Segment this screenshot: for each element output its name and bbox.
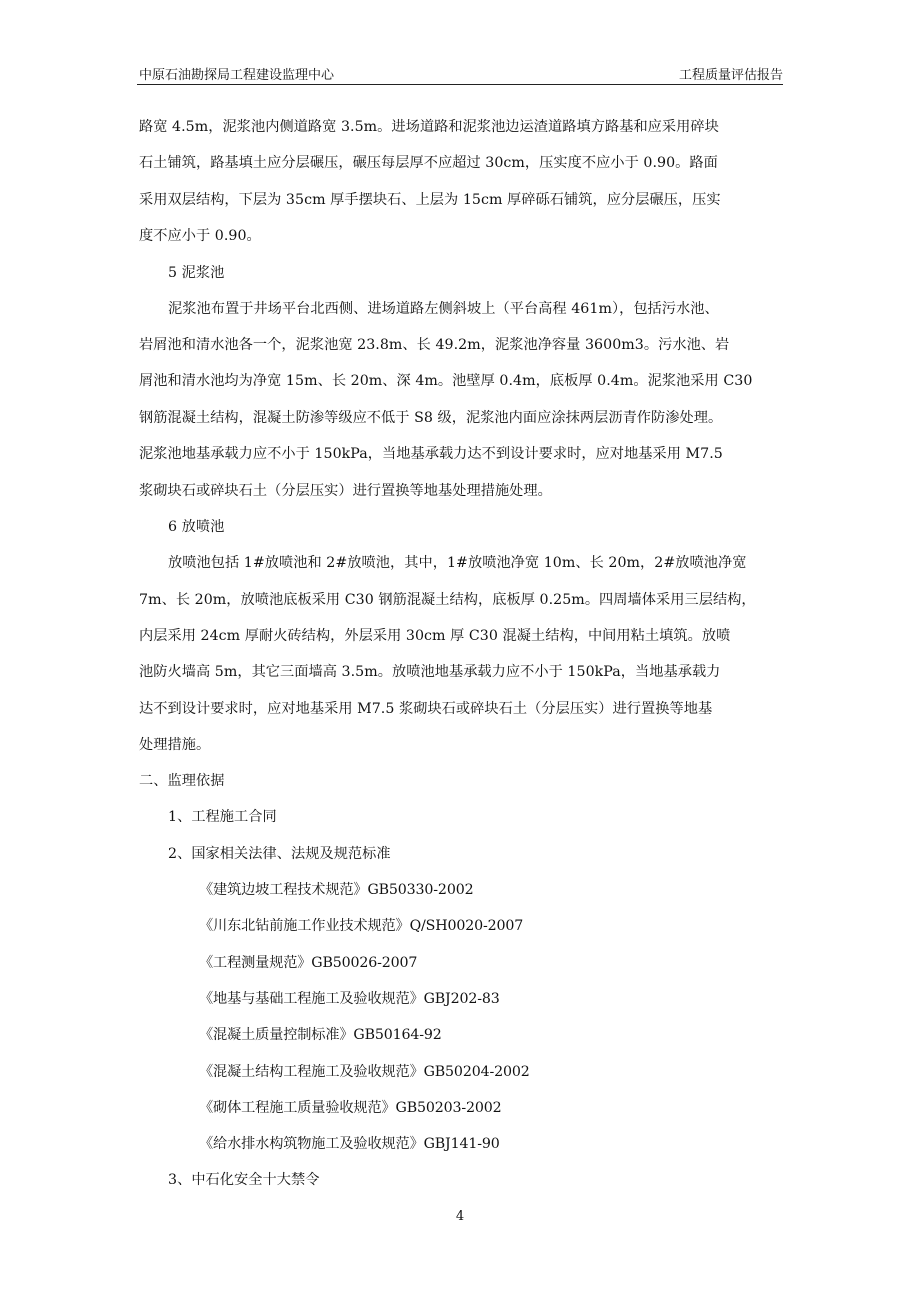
body-line: 岩屑池和清水池各一个，泥浆池宽 23.8m、长 49.2m，泥浆池净容量 3600m3。污水池、岩 bbox=[139, 337, 730, 353]
standard-reference: 《建筑边坡工程技术规范》GB50330-2002 bbox=[199, 882, 474, 898]
section-heading-mud-pit: 5 泥浆池 bbox=[168, 265, 225, 281]
standard-reference: 《混凝土结构工程施工及验收规范》GB50204-2002 bbox=[199, 1064, 530, 1080]
body-line: 内层采用 24cm 厚耐火砖结构，外层采用 30cm 厚 C30 混凝土结构，中间用粘土填筑。放喷 bbox=[139, 628, 731, 644]
body-line: 放喷池包括 1#放喷池和 2#放喷池，其中，1#放喷池净宽 10m、长 20m，2#放喷池净宽 bbox=[168, 555, 747, 571]
list-item: 1、工程施工合同 bbox=[168, 809, 277, 825]
body-line: 泥浆池布置于井场平台北西侧、进场道路左侧斜坡上（平台高程 461m），包括污水池、 bbox=[168, 301, 719, 317]
body-line: 7m、长 20m，放喷池底板采用 C30 钢筋混凝土结构，底板厚 0.25m。四周墙体采用三层结构， bbox=[139, 592, 756, 608]
body-line: 泥浆池地基承载力应不小于 150kPa，当地基承载力达不到设计要求时，应对地基采用 M7.5 bbox=[139, 446, 723, 462]
section-heading-supervision-basis: 二、监理依据 bbox=[139, 773, 225, 789]
standard-reference: 《工程测量规范》GB50026-2007 bbox=[199, 955, 418, 971]
body-line: 钢筋混凝土结构，混凝土防渗等级应不低于 S8 级，泥浆池内面应涂抹两层沥青作防渗处理。 bbox=[139, 410, 723, 426]
body-line: 度不应小于 0.90。 bbox=[139, 228, 261, 244]
standard-reference: 《给水排水构筑物施工及验收规范》GBJ141-90 bbox=[199, 1136, 500, 1152]
body-line: 达不到设计要求时，应对地基采用 M7.5 浆砌块石或碎块石土（分层压实）进行置换等地基 bbox=[139, 701, 713, 717]
body-line: 屑池和清水池均为净宽 15m、长 20m、深 4m。池壁厚 0.4m，底板厚 0.4m。泥浆池采用 C30 bbox=[139, 373, 753, 389]
list-item: 2、国家相关法律、法规及规范标准 bbox=[168, 846, 391, 862]
standard-reference: 《川东北钻前施工作业技术规范》Q/SH0020-2007 bbox=[199, 918, 524, 934]
body-line: 浆砌块石或碎块石土（分层压实）进行置换等地基处理措施处理。 bbox=[139, 483, 552, 499]
body-line: 石土铺筑，路基填土应分层碾压，碾压每层厚不应超过 30cm，压实度不应小于 0.90。路面 bbox=[139, 155, 718, 171]
section-heading-blowout-pit: 6 放喷池 bbox=[168, 519, 225, 535]
body-line: 路宽 4.5m，泥浆池内侧道路宽 3.5m。进场道路和泥浆池边运渣道路填方路基和应采用碎块 bbox=[139, 119, 719, 135]
header-report-title: 工程质量评估报告 bbox=[678, 68, 783, 83]
header-divider bbox=[137, 84, 783, 85]
standard-reference: 《砌体工程施工质量验收规范》GB50203-2002 bbox=[199, 1100, 502, 1116]
standard-reference: 《地基与基础工程施工及验收规范》GBJ202-83 bbox=[199, 991, 500, 1007]
page-number: 4 bbox=[455, 1209, 465, 1224]
list-item: 3、中石化安全十大禁令 bbox=[168, 1172, 320, 1188]
body-line: 处理措施。 bbox=[139, 737, 211, 753]
standard-reference: 《混凝土质量控制标准》GB50164-92 bbox=[199, 1027, 442, 1043]
header-organization: 中原石油勘探局工程建设监理中心 bbox=[139, 68, 335, 83]
body-line: 池防火墙高 5m，其它三面墙高 3.5m。放喷池地基承载力应不小于 150kPa，当地基承载力 bbox=[139, 664, 721, 680]
body-line: 采用双层结构，下层为 35cm 厚手摆块石、上层为 15cm 厚碎砾石铺筑，应分层碾压，压实 bbox=[139, 192, 721, 208]
